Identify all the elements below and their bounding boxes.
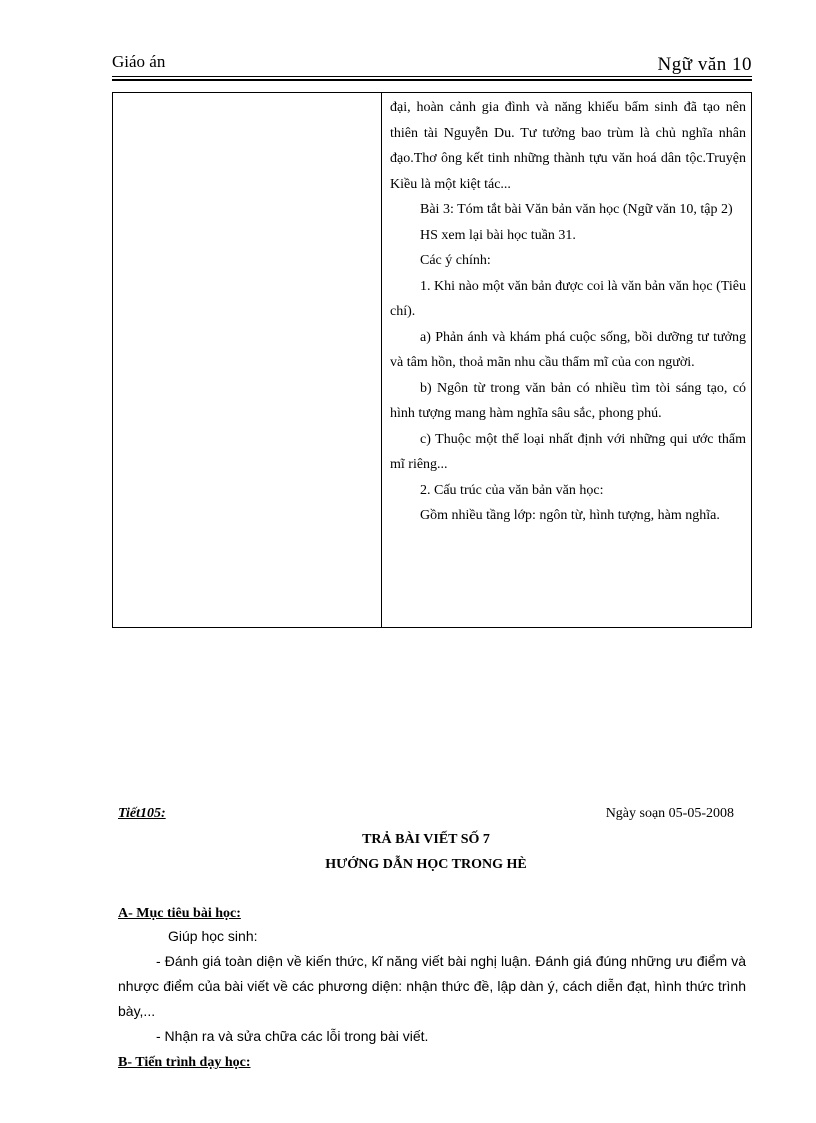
section-heading-a: A- Mục tiêu bài học: [118,906,241,921]
cell-paragraph: b) Ngôn từ trong văn bản có nhiều tìm tòi sáng tạo, có hình tượng mang hàm nghĩa sâu sắc, phong phú. [390,380,746,421]
lesson-number: Tiết105: [118,806,166,821]
table-content-cell [390,95,746,529]
header-doc-type: Giáo án [112,52,166,71]
cell-paragraph: 1. Khi nào một văn bản được coi là văn bản văn học (Tiêu chí). [390,278,746,319]
header-rule-top [112,76,752,77]
header-rule-bottom [112,79,752,81]
header-subject: Ngữ văn 10 [657,54,752,75]
preparation-date: Ngày soạn 05-05-2008 [605,806,734,821]
cell-paragraph: c) Thuộc một thể loại nhất định với những qui ước thẩm mĩ riêng... [390,431,746,472]
objective-item: - Đánh giá toàn diện về kiến thức, kĩ năng viết bài nghị luận. Đánh giá đúng những ưu điểm và nhược điểm của bài viết về các phương diện: nhận thức đề, lập dàn ý, cách diễn đạt, hình thức trình bày,... [118,953,746,1019]
cell-paragraph: Các ý chính: [420,253,491,268]
cell-paragraph: Bài 3: Tóm tắt bài Văn bản văn học (Ngữ văn 10, tập 2) [420,202,733,217]
cell-paragraph: HS xem lại bài học tuần 31. [420,227,576,243]
objective-item: - Nhận ra và sửa chữa các lỗi trong bài viết. [156,1028,429,1044]
cell-paragraph: đại, hoàn cảnh gia đình và năng khiếu bẩm sinh đã tạo nên thiên tài Nguyễn Du. Tư tưởng bao trùm là chủ nghĩa nhân đạo.Thơ ông kết tinh những thành tựu văn hoá dân tộc.Truyện Kiều là một kiệt tác... [390,100,746,192]
lesson-objectives [118,924,746,1049]
page-header [112,52,752,82]
lesson-subtitle: HƯỚNG DẪN HỌC TRONG HÈ [325,857,527,872]
cell-paragraph: Gồm nhiều tầng lớp: ngôn từ, hình tượng, hàm nghĩa. [420,508,720,523]
cell-paragraph: 2. Cấu trúc của văn bản văn học: [420,482,604,498]
cell-paragraph: a) Phản ánh và khám phá cuộc sống, bồi dưỡng tư tưởng và tâm hồn, thoả mãn nhu cầu thẩm mĩ của con người. [390,329,746,370]
table-column-divider [381,93,382,627]
objectives-intro: Giúp học sinh: [168,928,258,944]
lesson-table [112,92,752,628]
section-heading-b: B- Tiến trình dạy học: [118,1055,251,1070]
lesson-title: TRẢ BÀI VIẾT SỐ 7 [362,832,490,847]
lesson-meta [118,806,734,828]
